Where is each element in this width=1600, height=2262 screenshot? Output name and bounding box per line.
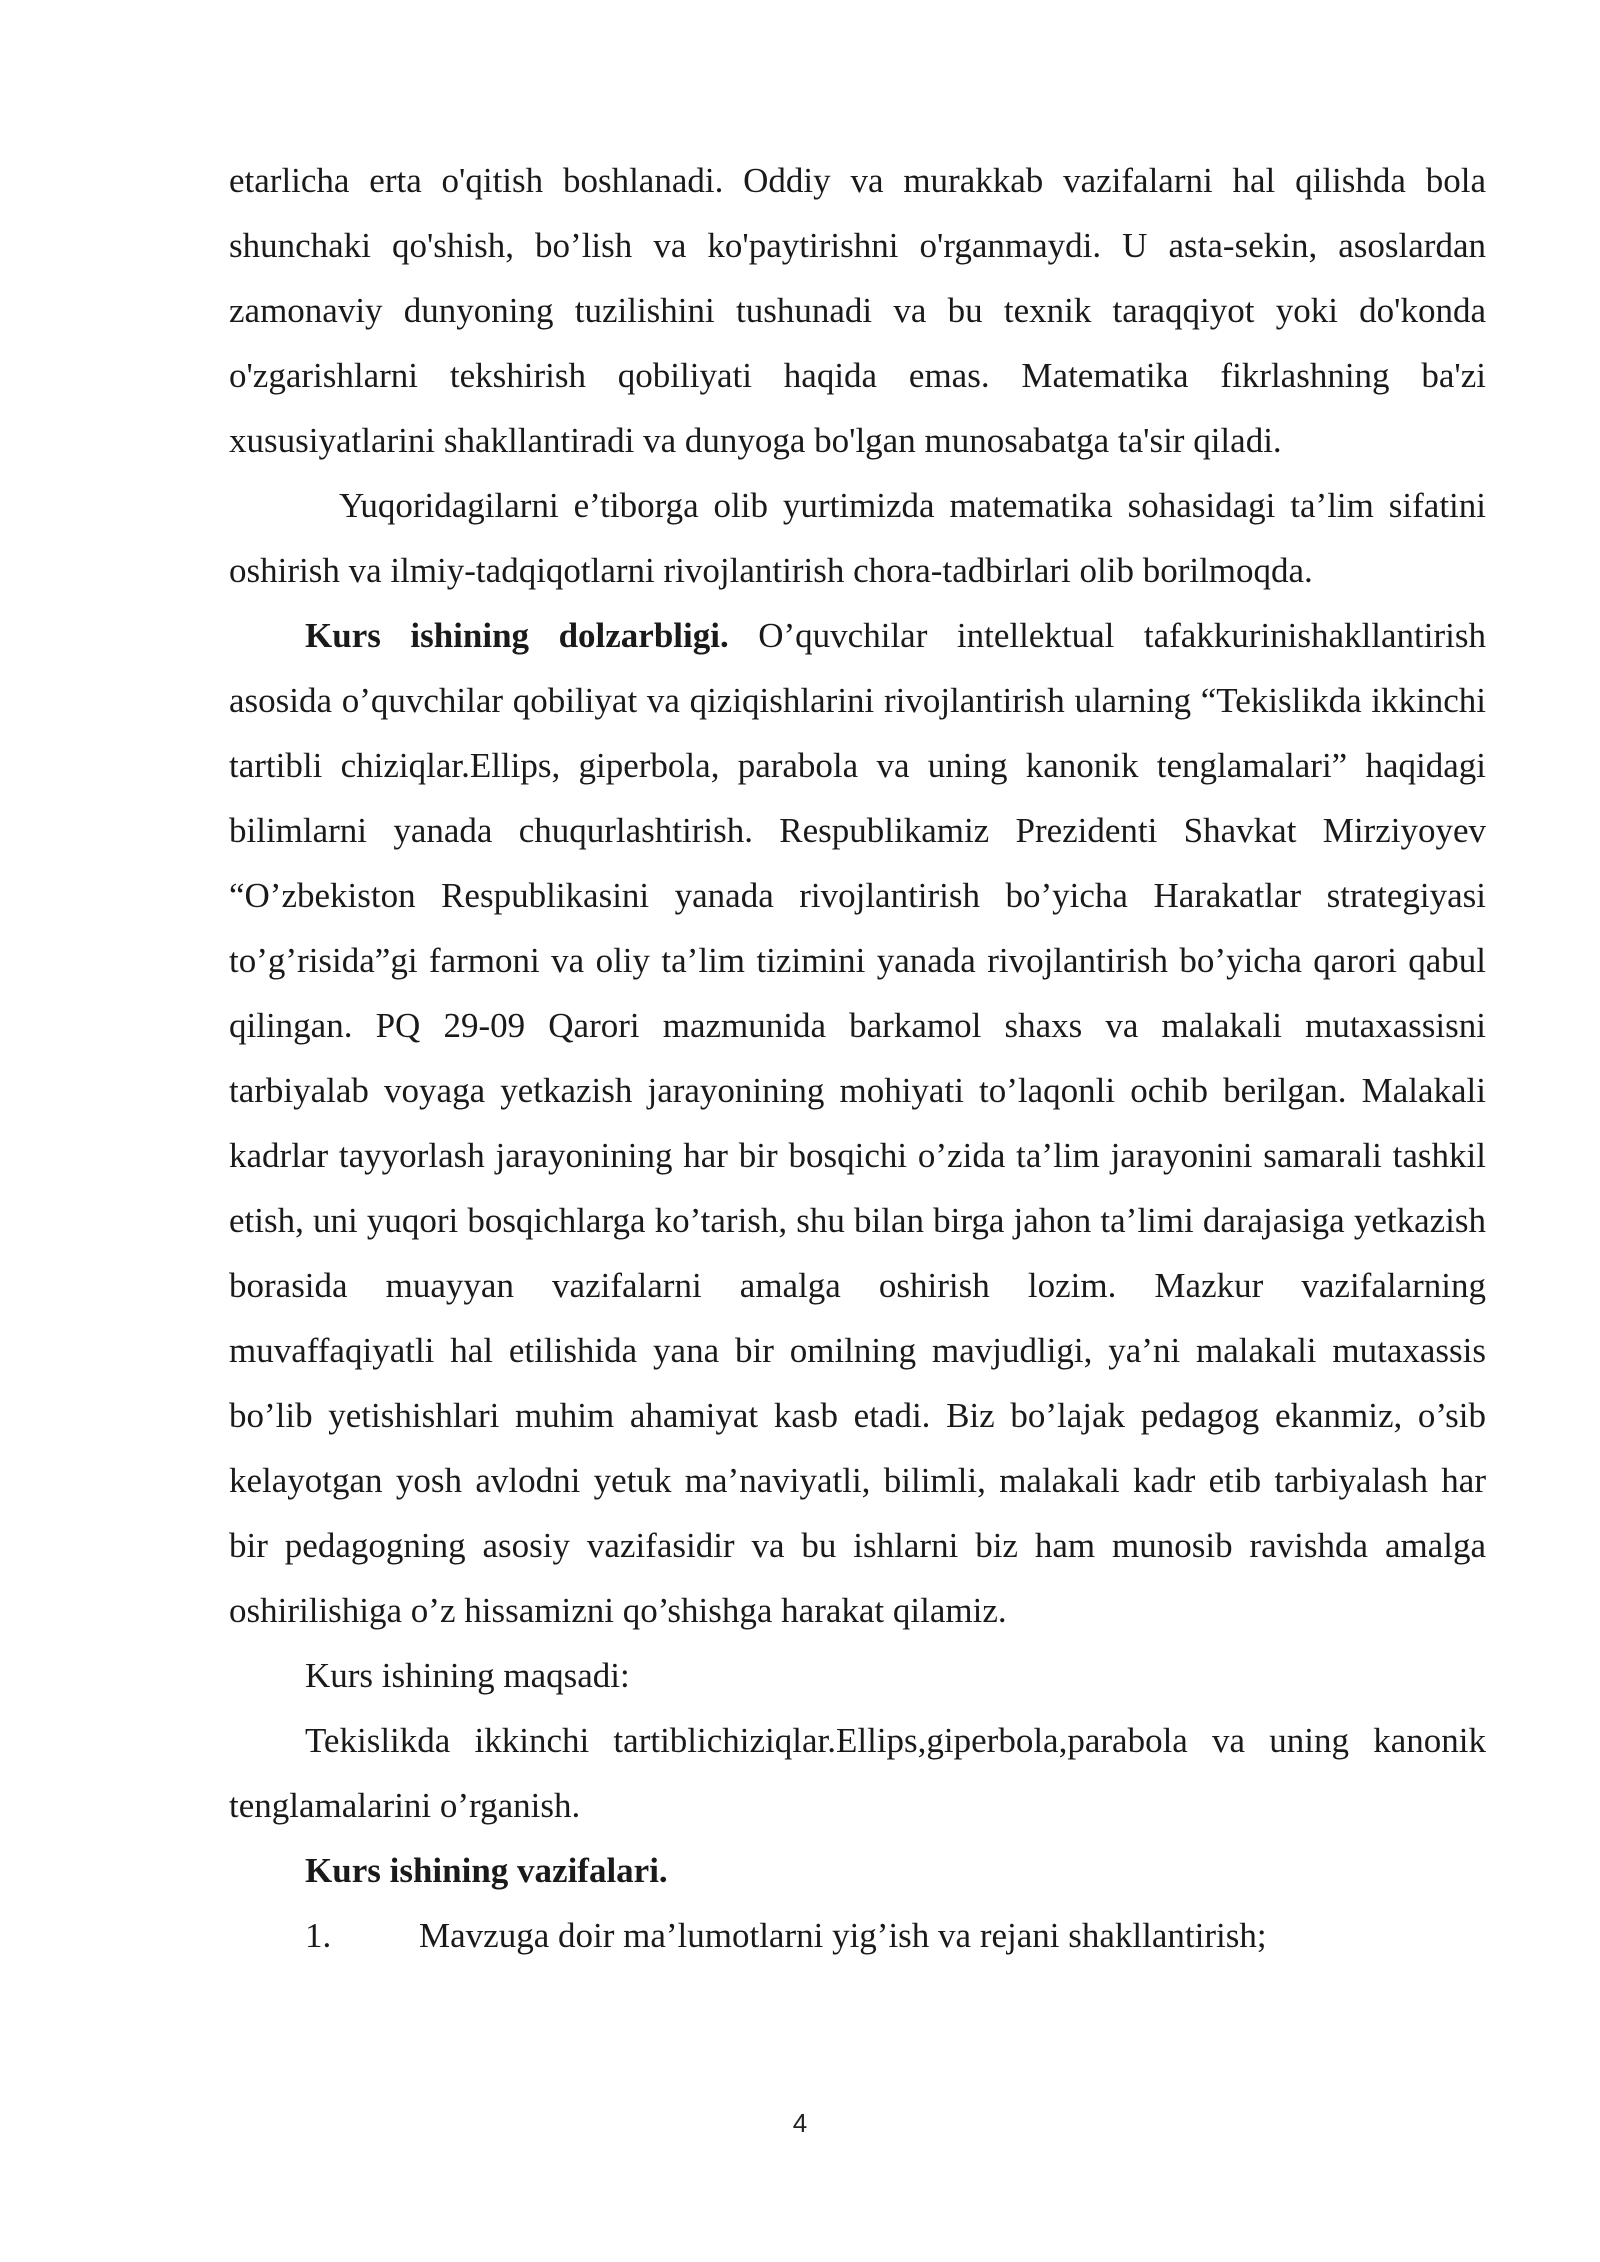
list-item-text: Mavzuga doir ma’lumotlarni yig’ish va rejani shakllantirish; bbox=[419, 1916, 1267, 1955]
paragraph-goal-body: Tekislikda ikkinchi tartiblichiziqlar.Ellips,giperbola,parabola va uning kanonik tenglamalarini o’rganish. bbox=[229, 1721, 1486, 1825]
relevance-body: O’quvchilar intellektual tafakkurinishakllantirish asosida o’quvchilar qobiliyat va qiziqishlarini rivojlantirish ularning “Tekislikda ikkinchi tartibli chiziqlar.Ellips, giperbola, parabola va uning kanonik tenglamalari” haqidagi bilimlarni yanada chuqurlashtirish. Respublikamiz Prezidenti Shavkat Mirziyoyev “O’zbekiston Respublikasini yanada rivojlantirish bo’yicha Harakatlar strategiyasi to’g’risida”gi farmoni va oliy ta’lim tizimini yanada rivojlantirish bo’yicha qarori qabul qilingan. PQ 29-09 Qarori mazmunida barkamol shaxs va malakali mutaxassisni tarbiyalab voyaga yetkazish jarayonining mohiyati to’laqonli ochib berilgan. Malakali kadrlar tayyorlash jarayonining har bir bosqichi o’zida ta’lim jarayonini samarali tashkil etish, uni yuqori bosqichlarga ko’tarish, shu bilan birga jahon ta’limi darajasiga yetkazish borasida muayyan vazifalarni amalga oshirish lozim. Mazkur vazifalarning muvaffaqiyatli hal etilishida yana bir omilning mavjudligi, ya’ni malakali mutaxassis bo’lib yetishishlari muhim ahamiyat kasb etadi. Biz bo’lajak pedagog ekanmiz, o’sib kelayotgan yosh avlodni yetuk ma’naviyatli, bilimli, malakali kadr etib tarbiyalash har bir pedagogning asosiy vazifasidir va bu ishlarni biz ham munosib ravishda amalga oshirilishiga o’z hissamizni qo’shishga harakat qilamiz. bbox=[229, 616, 1486, 1630]
page-number: 4 bbox=[792, 2108, 808, 2138]
paragraph-measures: Yuqoridagilarni e’tiborga olib yurtimizda matematika sohasidagi ta’lim sifatini oshirish va ilmiy-tadqiqotlarni rivojlantirish chora-tadbirlari olib borilmoqda. bbox=[229, 486, 1486, 590]
paragraph-intro: etarlicha erta o'qitish boshlanadi. Oddiy va murakkab vazifalarni hal qilishda bola shunchaki qo'shish, bo’lish va ko'paytirishni o'rganmaydi. U asta-sekin, asoslardan zamonaviy dunyoning tuzilishini tushunadi va bu texnik taraqqiyot yoki do'konda o'zgarishlarni tekshirish qobiliyati haqida emas. Matematika fikrlashning ba'zi xususiyatlarini shakllantiradi va dunyoga bo'lgan munosabatga ta'sir qiladi. bbox=[229, 161, 1486, 460]
relevance-heading: Kurs ishining dolzarbligi. bbox=[305, 616, 729, 655]
list-item-number: 1. bbox=[305, 1916, 332, 1955]
tasks-heading: Kurs ishining vazifalari. bbox=[305, 1851, 668, 1890]
document-page bbox=[229, 148, 1486, 1968]
list-item bbox=[229, 1903, 1486, 1968]
paragraph-goal-heading: Kurs ishining maqsadi: bbox=[305, 1656, 630, 1695]
paragraph-relevance bbox=[229, 603, 1486, 1643]
